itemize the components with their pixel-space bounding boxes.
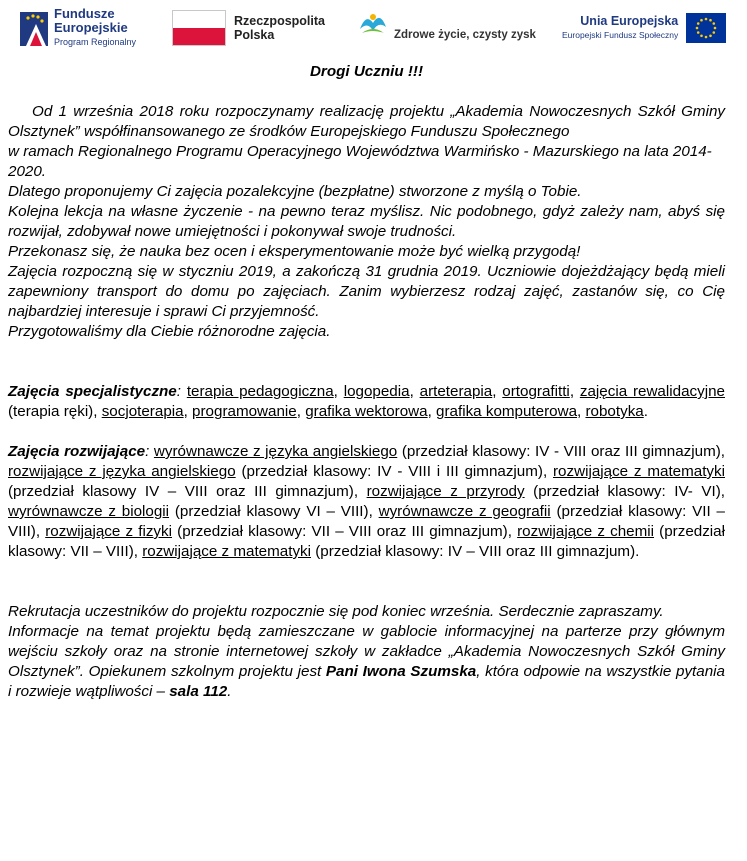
specialist-label: Zajęcia specjalistyczne xyxy=(8,383,177,400)
intro-paragraph-6: Zajęcia rozpoczną się w styczniu 2019, a zakończą 31 grudnia 2019. Uczniowie dojeżdżający będą mieli zapewniony transport do domu po zajęciach. Zanim wybierzesz rodzaj zajęć, zastanów się, co Cię najbardziej interesuje i sprawi Ci przyjemność. xyxy=(8,263,725,320)
class-item: rozwijające z chemii xyxy=(517,523,655,540)
class-item: rozwijające z matematyki xyxy=(553,463,725,480)
room-number: sala 112 xyxy=(169,683,228,700)
class-item: grafika wektorowa xyxy=(305,403,428,420)
class-item: zajęcia rewalidacyjne xyxy=(579,383,725,400)
coordinator-name: Pani Iwona Szumska xyxy=(325,663,477,680)
fundusze-europejskie-mark-icon xyxy=(20,8,50,48)
fe-logo-line1: Fundusze xyxy=(54,6,115,21)
class-item: wyrównawcze z języka angielskiego xyxy=(153,443,398,460)
class-item: rozwijające z fizyki xyxy=(45,523,172,540)
class-item: wyrównawcze z biologii xyxy=(8,503,170,520)
eu-star-icon xyxy=(714,27,717,30)
wm-slogan: Zdrowe życie, czysty zysk xyxy=(394,29,536,41)
rzeczpospolita-polska-logo xyxy=(172,0,325,56)
class-item: wyrównawcze z geografii xyxy=(378,503,551,520)
eu-star-icon xyxy=(705,36,708,39)
class-item: rozwijające z matematyki xyxy=(142,543,312,560)
letter-title: Drogi Uczniu !!! xyxy=(309,63,424,80)
class-item: rozwijające z języka angielskiego xyxy=(8,463,236,480)
class-item: rozwijające z przyrody xyxy=(366,483,525,500)
fe-logo-line3: Program Regionalny xyxy=(54,37,137,47)
eu-star-icon xyxy=(713,22,716,25)
rp-logo-line2: Polska xyxy=(234,28,275,42)
intro-paragraph-1: Od 1 września 2018 roku rozpoczynamy realizację projektu „Akademia Nowoczesnych Szkół Gminy Olsztynek” współfinansowanego ze środków Europejskiego Funduszu Społecznego xyxy=(8,103,725,140)
development-label: Zajęcia rozwijające xyxy=(8,443,146,460)
intro-paragraph-4: Kolejna lekcja na własne życzenie - na pewno teraz myślisz. Nic podobnego, gdyż zależy nam, abyś się rozwijał, zdobywał nowe umiejętności i pokonywał swoje trudności. xyxy=(8,203,725,240)
intro-paragraph-5: Przekonasz się, że nauka bez ocen i eksperymentowanie może być wielką przygodą! xyxy=(8,243,581,260)
eu-star-icon xyxy=(709,34,712,37)
class-item: robotyka xyxy=(585,403,644,420)
class-item: socjoterapia xyxy=(101,403,184,420)
fundusze-europejskie-logo xyxy=(20,0,136,56)
class-item: programowanie xyxy=(192,403,297,420)
info-paragraph: Informacje na temat projektu będą zamieszczane w gablocie informacyjnej na parterze przy głównym wejściu szkoły oraz na stronie internetowej szkoły w zakładce „Akademia Nowoczesnych Szkół Gminy Olsztynek”. Opiekunem szkolnym projektu jest Pani Iwona Szumska, która odpowie na wszystkie pytania i rozwieje wątpliwości – sala 112. xyxy=(8,623,725,700)
unia-europejska-logo xyxy=(562,0,726,56)
eu-star-icon xyxy=(700,19,703,22)
warmia-mazury-logo xyxy=(356,0,536,56)
intro-paragraph-7: Przygotowaliśmy dla Ciebie różnorodne zajęcia. xyxy=(8,323,331,340)
class-item: terapia pedagogiczna xyxy=(186,383,334,400)
specialist-classes-paragraph: Zajęcia specjalistyczne: terapia pedagogiczna, logopedia, arteterapia, ortografitti, zajęcia rewalidacyjne (terapia ręki), socjoterapia, programowanie, grafika wektorowa, grafika komputerowa, robotyka. xyxy=(8,383,725,420)
ue-logo-line2: Europejski Fundusz Społeczny xyxy=(562,30,679,40)
eu-star-icon xyxy=(700,34,703,37)
intro-paragraph-3: Dlatego proponujemy Ci zajęcia pozalekcyjne (bezpłatne) stworzone z myślą o Tobie. xyxy=(8,183,582,200)
letter xyxy=(8,62,725,702)
recruitment-paragraph: Rekrutacja uczestników do projektu rozpocznie się pod koniec września. Serdecznie zapraszamy. xyxy=(8,603,664,620)
intro-paragraph-2: w ramach Regionalnego Programu Operacyjnego Województwa Warmińsko - Mazurskiego na lata 2014-2020. xyxy=(8,143,712,180)
fe-logo-line2: Europejskie xyxy=(54,20,128,35)
ue-logo-line1: Unia Europejska xyxy=(580,14,679,28)
eu-flag-icon xyxy=(686,13,726,43)
development-classes-paragraph: Zajęcia rozwijające: wyrównawcze z języka angielskiego (przedział klasowy: IV - VIII oraz III gimnazjum), rozwijające z języka angielskiego (przedział klasowy: IV - VIII i III gimnazjum), rozwijające z matematyki (przedział klasowy IV – VIII oraz III gimnazjum), rozwijające z przyrody (przedział klasowy: IV- VI), wyrównawcze z biologii (przedział klasowy VI – VIII), wyrównawcze z geografii (przedział klasowy: VII – VIII), rozwijające z fizyki (przedział klasowy: VII – VIII oraz III gimnazjum), rozwijające z chemii (przedział klasowy: VII – VIII), rozwijające z matematyki (przedział klasowy: IV – VIII oraz III gimnazjum). xyxy=(8,443,726,560)
class-item: arteterapia xyxy=(419,383,493,400)
eu-star-icon xyxy=(705,18,708,21)
class-item: ortografitti xyxy=(502,383,570,400)
eu-star-icon xyxy=(696,27,699,30)
eu-star-icon xyxy=(697,22,700,25)
eu-star-icon xyxy=(713,31,716,34)
class-item: grafika komputerowa xyxy=(436,403,578,420)
eu-star-icon xyxy=(697,31,700,34)
logo-strip xyxy=(0,0,747,56)
polish-flag-icon xyxy=(172,10,226,46)
rp-logo-line1: Rzeczpospolita xyxy=(234,14,325,28)
class-item: logopedia xyxy=(343,383,410,400)
eu-star-icon xyxy=(709,19,712,22)
warmia-mazury-mark-icon xyxy=(356,7,390,49)
